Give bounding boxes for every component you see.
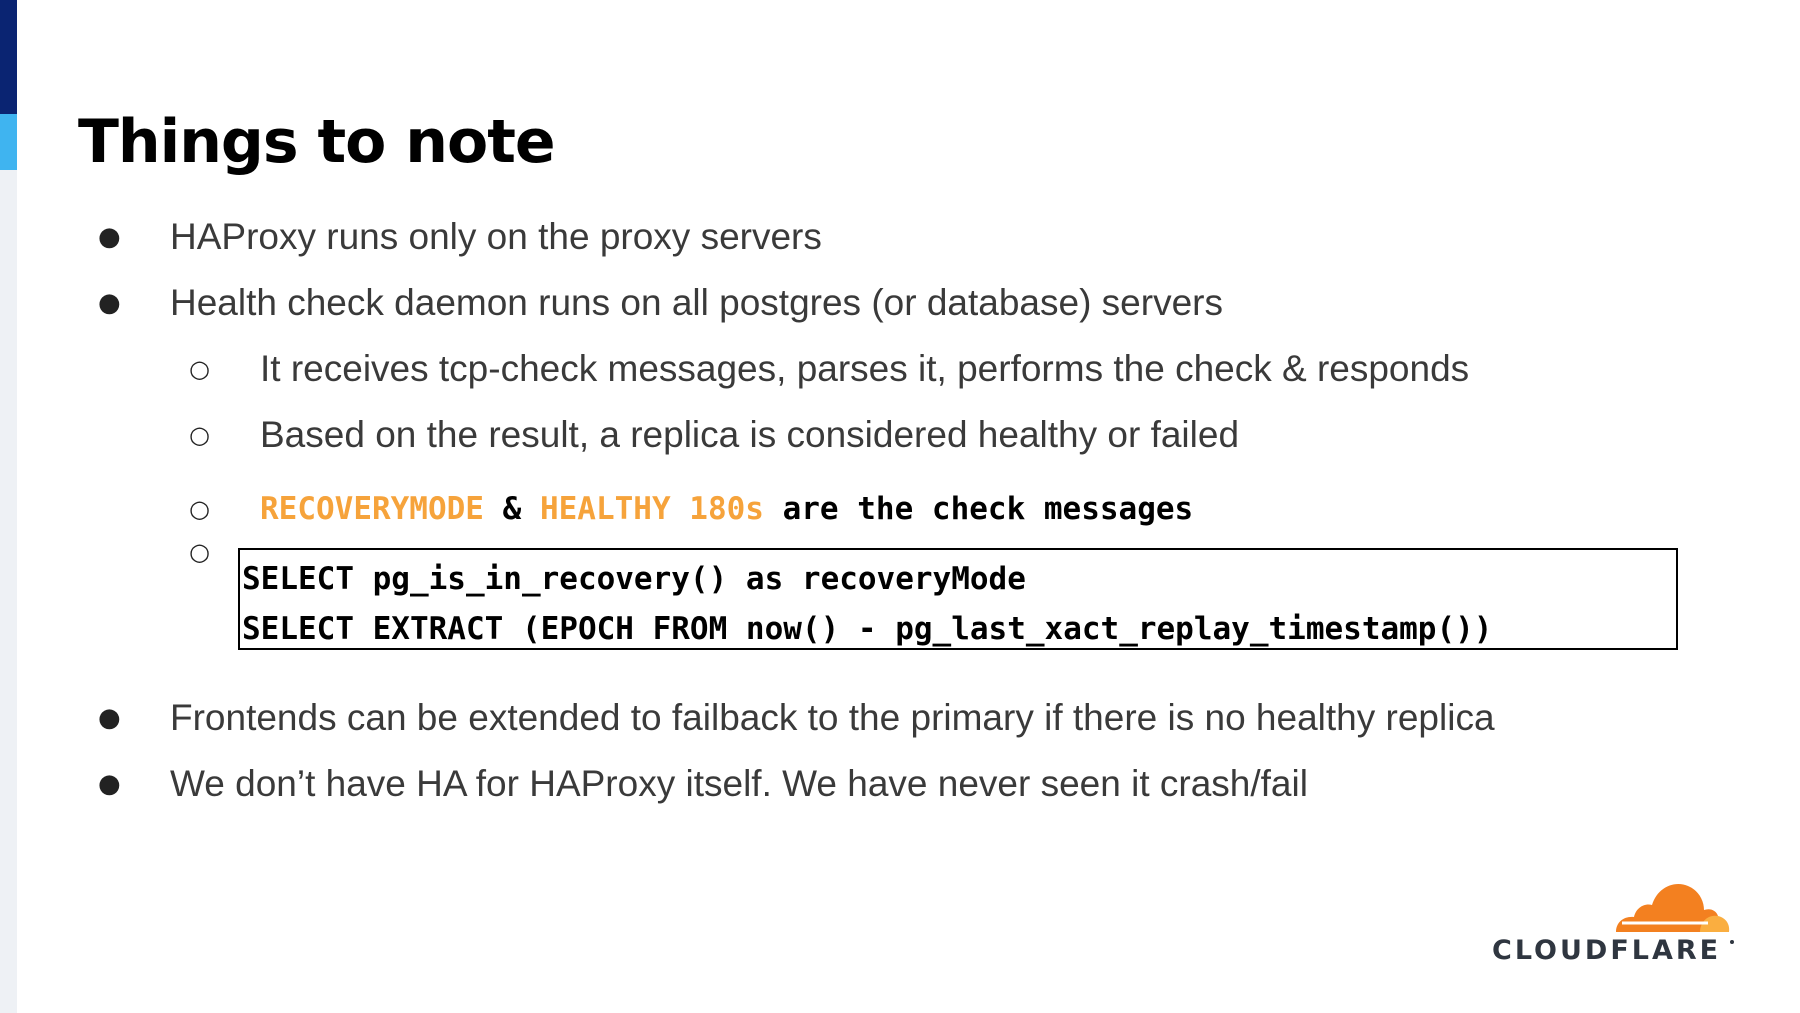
bullet-marker: ● (98, 222, 121, 252)
bullet-text: Frontends can be extended to failback to the primary if there is no healthy replica (170, 697, 1495, 738)
sub-bullet-item (0, 344, 1800, 394)
accent-bar-dark (0, 0, 17, 114)
check-message-recoverymode: RECOVERYMODE (260, 491, 484, 527)
bullet-item (0, 278, 1800, 328)
check-messages-rest: are the check messages (763, 491, 1194, 527)
sql-line-recovery: SELECT pg_is_in_recovery() as recoveryMode (242, 561, 1026, 597)
sub-bullet-marker: ○ (189, 538, 210, 566)
bullet-marker: ● (98, 288, 121, 318)
bullet-text: HAProxy runs only on the proxy servers (170, 216, 822, 257)
slide-title: Things to note (78, 107, 555, 177)
bullet-item (0, 759, 1800, 809)
accent-bar-light (0, 114, 17, 170)
sub-bullet-text: Based on the result, a replica is considered healthy or failed (260, 414, 1240, 455)
bullet-item (0, 212, 1800, 262)
bullet-text: Health check daemon runs on all postgres (or database) servers (170, 282, 1223, 323)
sub-bullet-marker: ○ (189, 421, 210, 449)
check-message-ampersand: & (483, 491, 540, 527)
sub-bullet-marker: ○ (189, 355, 210, 383)
bullet-item (0, 693, 1800, 743)
bullet-marker: ● (98, 769, 121, 799)
trademark-dot (1730, 940, 1734, 944)
sub-bullet-item (0, 410, 1800, 460)
cloud-icon (1612, 874, 1730, 934)
sql-code-box (238, 548, 1678, 650)
bullet-marker: ● (98, 703, 121, 733)
logo-wordmark: CLOUDFLARE (1492, 935, 1722, 966)
check-message-healthy: HEALTHY 180s (539, 491, 764, 527)
bullet-text: We don’t have HA for HAProxy itself. We have never seen it crash/fail (170, 763, 1308, 804)
sub-bullet-marker: ○ (189, 495, 210, 523)
sub-bullet-text: It receives tcp-check messages, parses it, performs the check & responds (260, 348, 1470, 389)
cloudflare-logo (1488, 874, 1738, 970)
sql-line-replay-lag: SELECT EXTRACT (EPOCH FROM now() - pg_last_xact_replay_timestamp()) (242, 611, 1493, 647)
